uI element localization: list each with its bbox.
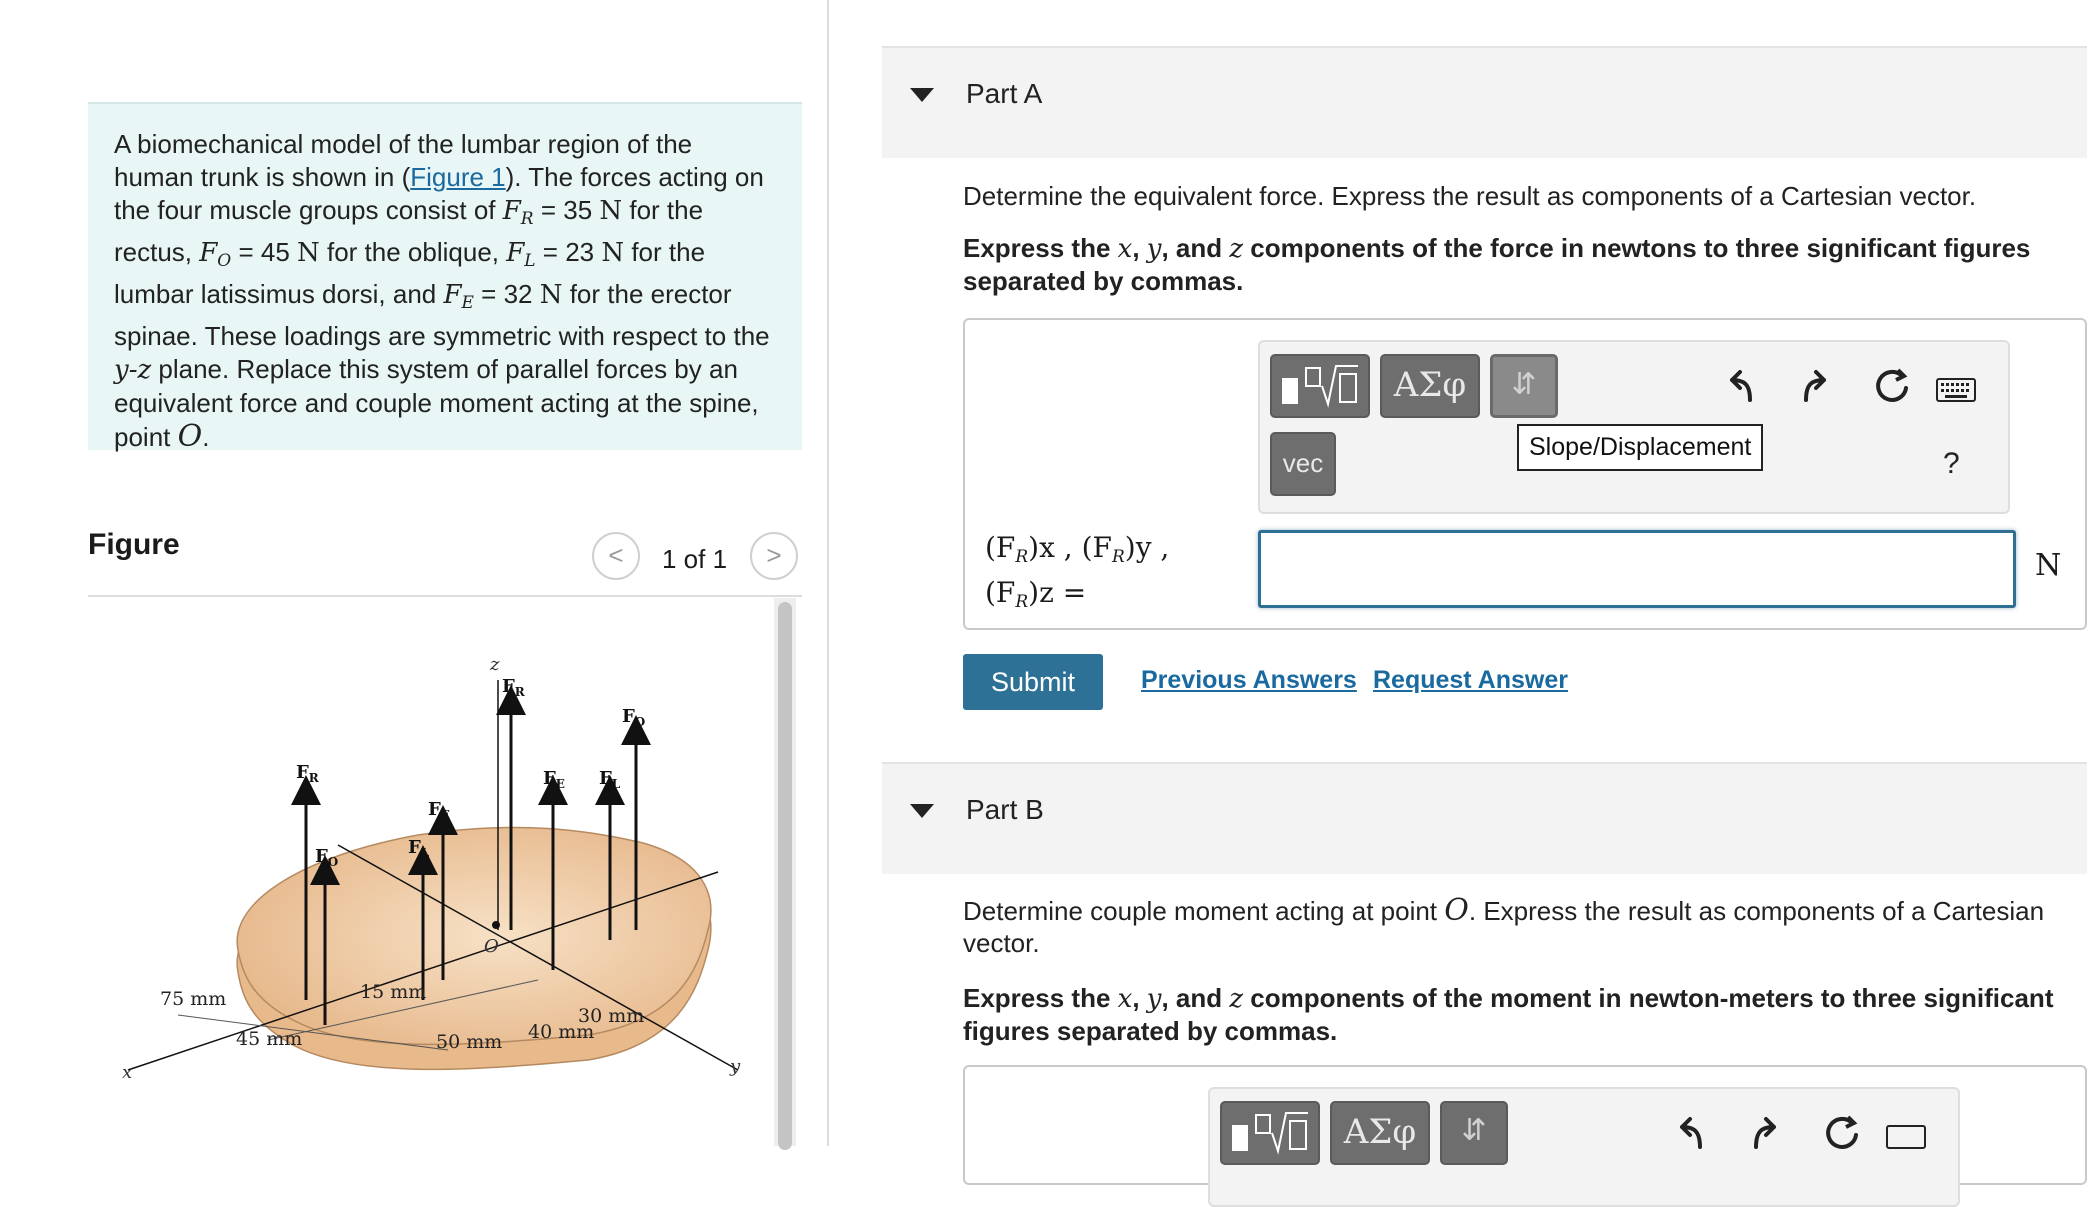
point-symbol: O (177, 419, 203, 454)
label-dim-50: 50 mm (436, 1031, 503, 1053)
panel-divider (827, 0, 829, 1146)
figure-scrollbar-thumb[interactable] (778, 602, 792, 1150)
undo-icon[interactable] (1720, 366, 1760, 406)
label-fo-right: $F_O$ (622, 706, 646, 729)
part-b-answer-area (963, 1065, 2087, 1185)
fo-value: = 45 (231, 237, 298, 267)
fl-sub: L (524, 251, 536, 271)
intro-text: plane. Replace this system of parallel forces by an equivalent force and couple moment acting at the spine, point (114, 354, 759, 452)
figure-prev-button[interactable] (592, 532, 640, 580)
intro-text: for the erector spinae. These loadings are symmetric with respect to the (114, 279, 770, 351)
keyboard-icon[interactable] (1936, 378, 1976, 402)
part-b-header[interactable] (882, 762, 2087, 874)
math-toolbar (1208, 1087, 1960, 1207)
answer-input[interactable] (1258, 530, 2016, 608)
fr-symbol: F (502, 196, 521, 226)
math-toolbar (1258, 340, 2010, 514)
lumbar-figure (118, 640, 758, 1146)
label-fo-left: $F_O$ (315, 846, 339, 869)
request-answer-link[interactable]: Request Answer (1373, 666, 1568, 694)
intro-text: for the oblique, (319, 237, 507, 267)
label-part: )x , (F (1028, 531, 1112, 564)
figure-next-button[interactable] (750, 532, 798, 580)
submit-button[interactable]: Submit (963, 654, 1103, 710)
part-b-question (963, 895, 2073, 959)
fr-value: = 35 (533, 195, 600, 225)
redo-icon[interactable] (1796, 366, 1836, 406)
label-x-axis: x (122, 1062, 133, 1083)
instr-text: Express the (963, 983, 1118, 1013)
vector-button[interactable]: vec (1270, 432, 1336, 496)
fr-sub: R (520, 209, 534, 229)
label-dim-30: 30 mm (578, 1005, 645, 1027)
y-symbol: y (1146, 984, 1162, 1014)
templates-button[interactable] (1220, 1101, 1320, 1165)
plane-symbol: y-z (114, 355, 152, 385)
label-z-axis: z (490, 654, 500, 675)
label-part: (F (985, 576, 1016, 609)
label-fe-mid: $F_E$ (428, 799, 450, 822)
x-symbol: x (1117, 234, 1133, 264)
reset-icon[interactable] (1822, 1113, 1862, 1153)
figure-link[interactable]: Figure 1 (410, 162, 506, 192)
question-text: . Express the result as components of a Cartesian vector. (963, 896, 2045, 958)
intro-text: for the rectus, (114, 195, 704, 267)
part-b-instructions (963, 982, 2073, 1047)
part-a-question: Determine the equivalent force. Express the result as components of a Cartesian vector. (963, 181, 1977, 211)
unit-n: N (601, 238, 625, 268)
part-a-header[interactable] (882, 46, 2087, 158)
label-dim-40: 40 mm (528, 1021, 595, 1043)
label-sub: R (1111, 547, 1125, 567)
x-symbol: x (1117, 984, 1133, 1014)
label-fl-mid: $F_L$ (408, 837, 430, 860)
figure-page-indicator: 1 of 1 (662, 544, 728, 574)
instr-text: , and (1161, 983, 1230, 1013)
reset-icon[interactable] (1872, 366, 1912, 406)
instr-text: components of the moment in newton-meters to three significant figures separated by commas. (963, 983, 2054, 1046)
problem-statement (88, 102, 802, 454)
instr-text: , (1132, 983, 1147, 1013)
label-dim-75: 75 mm (160, 988, 227, 1010)
point-symbol: O (1444, 893, 1469, 928)
fe-symbol: F (443, 280, 462, 310)
chevron-right-icon: > (766, 540, 782, 570)
fl-value: = 23 (535, 237, 602, 267)
fe-sub: E (461, 293, 474, 313)
part-a-title: Part A (966, 78, 1043, 109)
z-symbol: z (1229, 234, 1244, 264)
help-button[interactable]: ? (1943, 447, 1960, 480)
origin-point (492, 921, 500, 929)
intro-text: for the lumbar latissimus dorsi, and (114, 237, 706, 309)
instr-text: components of the force in newtons to three significant figures separated by commas. (963, 233, 2031, 296)
label-part: )z = (1028, 576, 1087, 609)
greek-symbols-button[interactable]: ΑΣφ (1380, 354, 1480, 418)
unit-n: N (599, 196, 623, 226)
label-fe-right: $F_E$ (543, 768, 565, 791)
intro-text: . (202, 422, 210, 452)
fo-sub: O (217, 251, 232, 271)
z-symbol: z (1229, 984, 1244, 1014)
figure-divider (88, 595, 802, 597)
y-symbol: y (1146, 234, 1162, 264)
keyboard-icon[interactable] (1886, 1125, 1926, 1149)
templates-button[interactable] (1270, 354, 1370, 418)
instr-text: Express the (963, 233, 1118, 263)
figure-heading: Figure (88, 528, 180, 561)
label-y-axis: y (730, 1056, 741, 1077)
part-b-title: Part B (966, 794, 1044, 825)
templates-icon (1272, 356, 1368, 416)
unit-n: N (539, 280, 563, 310)
caret-down-icon (910, 88, 934, 102)
answer-label (985, 530, 1185, 620)
part-a-instructions (963, 232, 2073, 297)
units-button[interactable]: ⇵ (1440, 1101, 1508, 1165)
label-part: )y , (1124, 531, 1170, 564)
label-fl-right: $F_L$ (599, 768, 621, 791)
units-tooltip: Slope/Displacement (1517, 424, 1763, 471)
greek-symbols-button[interactable]: ΑΣφ (1330, 1101, 1430, 1165)
templates-icon (1222, 1103, 1318, 1163)
intro-text: A biomechanical model of the lumbar region of the human trunk is shown in ( (114, 129, 693, 192)
instr-text: , and (1161, 233, 1230, 263)
units-button[interactable]: ⇵ (1490, 354, 1558, 418)
intro-text: ). The forces acting on the four muscle groups consist of (114, 162, 764, 225)
part-a-answer-area (963, 318, 2087, 630)
unit-label: N (2035, 548, 2062, 583)
label-fr-left: $F_R$ (296, 762, 319, 785)
label-sub: R (1015, 592, 1029, 612)
instr-text: , (1132, 233, 1147, 263)
question-text: Determine couple moment acting at point (963, 896, 1445, 926)
unit-n: N (297, 238, 320, 268)
redo-icon[interactable] (1746, 1113, 1786, 1153)
chevron-left-icon: < (608, 540, 624, 570)
fe-value: = 32 (473, 279, 540, 309)
label-dim-45: 45 mm (236, 1028, 303, 1050)
label-dim-15: 15 mm (360, 981, 427, 1003)
fl-symbol: F (506, 238, 525, 268)
previous-answers-link[interactable]: Previous Answers (1141, 666, 1357, 694)
label-sub: R (1015, 547, 1029, 567)
fo-symbol: F (199, 238, 218, 268)
caret-down-icon (910, 804, 934, 818)
undo-icon[interactable] (1670, 1113, 1710, 1153)
label-part: (F (985, 531, 1016, 564)
label-origin: O (484, 936, 499, 957)
label-fr-top: $F_R$ (502, 676, 525, 699)
